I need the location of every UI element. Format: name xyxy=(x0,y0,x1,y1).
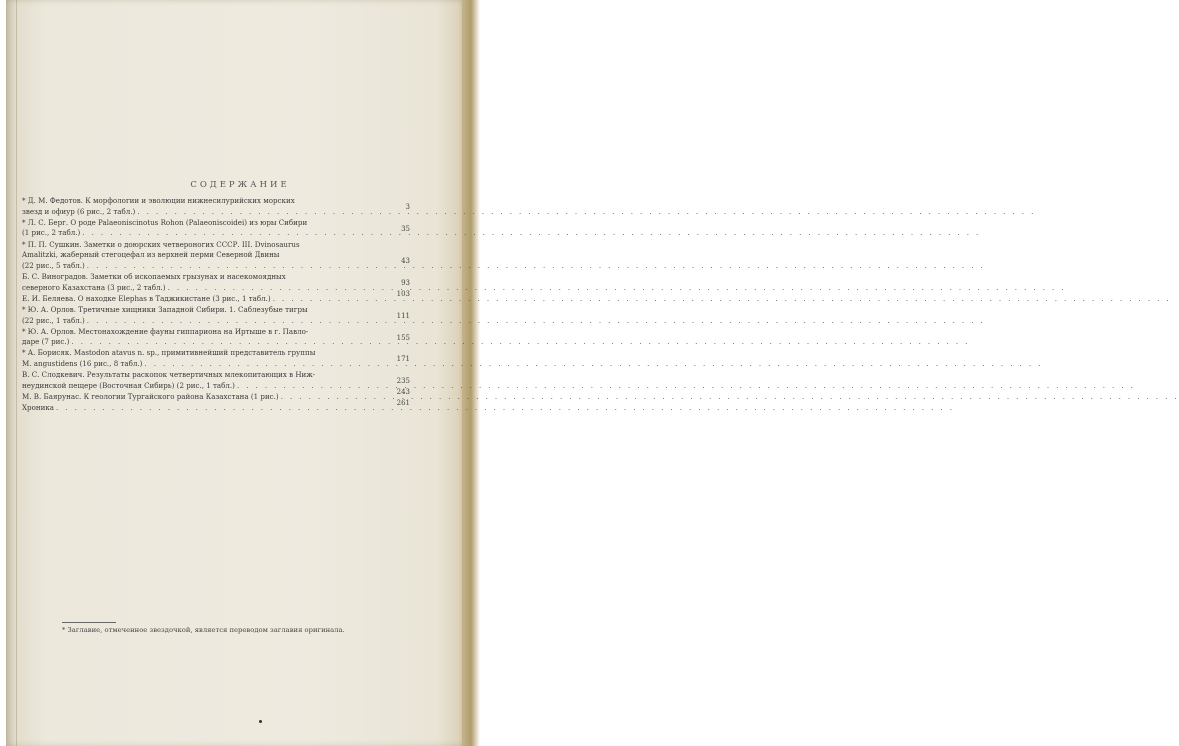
toc-entry-line xyxy=(22,305,402,316)
toc-entry xyxy=(22,289,410,305)
toc-entry-line xyxy=(22,381,402,392)
toc-entry-text: звезд и офиур (6 рис., 2 табл.) xyxy=(22,206,136,216)
toc-entry-text: (1 рис., 2 табл.) xyxy=(22,228,81,238)
toc-entry-line xyxy=(22,359,402,370)
leader-dots xyxy=(137,207,1035,218)
toc-entry-line xyxy=(22,403,402,414)
toc-entry-text: северного Казахстана (3 рис., 2 табл.) xyxy=(22,282,166,292)
leader-dots xyxy=(82,228,980,239)
leader-dots xyxy=(168,283,1066,294)
toc-entry-text: * Д. М. Федотов. К морфологии и эволюции нижнесилурийских морских xyxy=(22,196,295,205)
toc-entry-text: M. angustidens (16 рис., 8 табл.) xyxy=(22,359,143,369)
toc-entry-line xyxy=(22,250,402,261)
toc-page-number: 261 xyxy=(396,399,410,408)
toc-entry-text: * Ю. А. Орлов. Третичные хищники Западной Сибири. 1. Саблезубые тигры xyxy=(22,304,308,314)
page-edge xyxy=(462,0,480,746)
toc-entry-line xyxy=(22,207,402,218)
table-of-contents xyxy=(22,196,410,414)
toc-entry xyxy=(22,239,410,272)
toc-entry xyxy=(22,388,410,403)
toc-entry-line xyxy=(22,348,402,359)
page xyxy=(0,0,480,746)
spine-edge xyxy=(16,0,17,746)
toc-page-number: 235 xyxy=(396,377,410,386)
toc-page-number: 93 xyxy=(401,278,410,287)
toc-entry xyxy=(22,348,410,369)
toc-entry-text: неудинской пещере (Восточная Сибирь) (2 рис., 1 табл.) xyxy=(22,380,235,390)
toc-entry-text: * А. Борисяк. Mastodon atavus n. sp., примитивнейший представитель группы xyxy=(22,348,316,358)
toc-entry-line xyxy=(22,370,402,381)
footnote-rule xyxy=(62,622,116,623)
toc-entry-text: Е. И. Беляева. О находке Elephas в Таджикистане (3 рис., 1 табл.) xyxy=(22,293,271,303)
toc-entry-text: даре (7 рис.) xyxy=(22,337,70,347)
toc-entry xyxy=(22,217,410,239)
toc-entry-line xyxy=(22,228,402,239)
toc-entry-line xyxy=(22,196,402,207)
toc-page-number: 103 xyxy=(396,289,410,298)
toc-entry-line xyxy=(22,316,402,327)
leader-dots xyxy=(237,381,1135,392)
toc-page-number: 155 xyxy=(396,333,410,342)
toc-entry-line xyxy=(22,272,402,283)
toc-entry-text: * П. П. Сушкин. Заметки о доюрских четвероногих СССР. III. Dvinosaurus xyxy=(22,239,300,249)
footnote: * Заглавие, отмеченное звездочкой, является переводом заглавия оригинала. xyxy=(62,626,345,634)
toc-entry-line xyxy=(22,283,402,294)
toc-entry-text: В. С. Слодкевич. Результаты раскопок четвертичных млекопитающих в Ниж- xyxy=(22,370,316,380)
toc-entry-text: Б. С. Виноградов. Заметки об ископаемых грызунах и насекомоядных xyxy=(22,271,286,281)
leader-dots xyxy=(281,392,1179,403)
toc-entry xyxy=(22,271,410,293)
toc-entry-text: * Л. С. Берг. О роде Palaeoniscinotus Rohon (Palaeoniscoidei) из юры Сибири xyxy=(22,217,308,227)
toc-page-number: 43 xyxy=(401,256,410,265)
toc-entry xyxy=(22,196,410,217)
toc-entry-line xyxy=(22,392,402,403)
toc-page-number: 3 xyxy=(405,203,410,211)
toc-entry-line xyxy=(22,261,402,272)
toc-page-number: 171 xyxy=(396,355,410,364)
toc-entry xyxy=(22,370,410,391)
toc-entry-text: (22 рис., 5 табл.) xyxy=(22,260,85,270)
toc-entry-text: * Ю. А. Орлов. Местонахождение фауны гиппариона на Иртыше в г. Павло- xyxy=(22,326,309,336)
toc-entry xyxy=(22,326,410,348)
toc-entry-line xyxy=(22,240,402,251)
toc-page-number: 111 xyxy=(396,311,410,320)
toc-page-number: 243 xyxy=(396,388,410,397)
toc-entry-line xyxy=(22,327,402,338)
toc-page-number: 35 xyxy=(401,224,410,233)
toc-entry xyxy=(22,304,410,326)
toc-entry-text: Amalitzki, жаберный стегоцефал из верхней перми Северной Двины xyxy=(22,250,280,260)
toc-entry-text: Хроника xyxy=(22,403,54,413)
toc-entry-text: М. В. Баярунас. К геологии Тургайского района Казахстана (1 рис.) xyxy=(22,392,279,402)
leader-dots xyxy=(87,316,985,327)
leader-dots xyxy=(144,359,1042,370)
page-mark xyxy=(259,720,262,723)
leader-dots xyxy=(56,403,954,414)
toc-entry-line xyxy=(22,218,402,229)
leader-dots xyxy=(87,261,985,272)
toc-entry-line xyxy=(22,294,402,305)
toc-entry-text: (22 рис., 1 табл.) xyxy=(22,315,85,325)
leader-dots xyxy=(71,337,969,348)
toc-entry-line xyxy=(22,337,402,348)
toc-entry xyxy=(22,399,410,414)
contents-heading: СОДЕРЖАНИЕ xyxy=(190,180,290,190)
